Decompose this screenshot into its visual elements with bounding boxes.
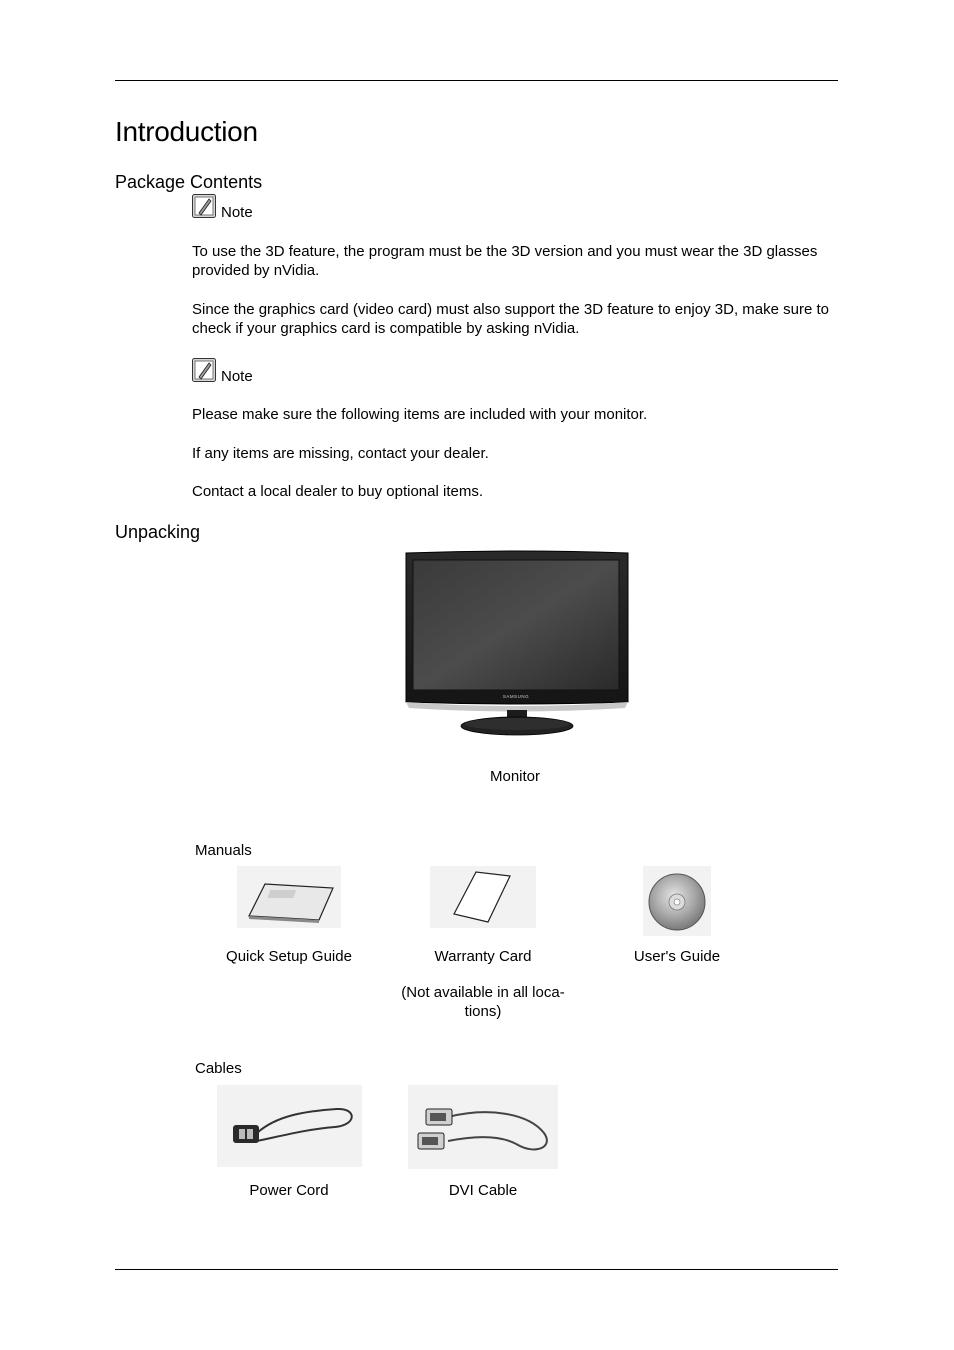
power-cord-image xyxy=(217,1085,362,1167)
item-caption-dvi-cable: DVI Cable xyxy=(448,1182,518,1199)
item-caption-monitor: Monitor xyxy=(489,768,541,785)
item-caption-users-guide: User's Guide xyxy=(633,948,721,965)
note-icon xyxy=(192,194,216,218)
note-label: Note xyxy=(221,368,253,385)
item-caption-power-cord: Power Cord xyxy=(249,1182,329,1199)
warranty-card-image xyxy=(430,866,536,928)
item-caption-warranty-card: Warranty Card xyxy=(434,948,532,965)
note-icon xyxy=(192,358,216,382)
monitor-brand-logo: SAMSUNG xyxy=(502,694,530,699)
note-paragraph: If any items are missing, contact your dealer. xyxy=(192,445,489,462)
note-label: Note xyxy=(221,204,253,221)
page-title: Introduction xyxy=(115,116,258,147)
item-caption-quick-setup-guide: Quick Setup Guide xyxy=(226,948,352,965)
note-paragraph: Contact a local dealer to buy optional items. xyxy=(192,483,483,500)
footer-rule xyxy=(115,1269,838,1270)
note-paragraph: Please make sure the following items are included with your monitor. xyxy=(192,406,648,423)
dvi-cable-image xyxy=(408,1085,558,1169)
item-note-warranty-card: (Not available in all loca- tions) xyxy=(401,984,565,1020)
subheading-cables: Cables xyxy=(195,1060,242,1077)
header-rule xyxy=(115,80,838,81)
quick-setup-guide-image xyxy=(237,866,341,928)
users-guide-cd-image xyxy=(643,866,711,936)
section-heading-unpacking: Unpacking xyxy=(115,522,201,542)
note-paragraph: Since the graphics card (video card) must also support the 3D feature to enjoy 3D, make sure to check if your graphics card is compatible by asking nVidia. xyxy=(192,301,829,337)
note-paragraph: To use the 3D feature, the program must be the 3D version and you must wear the 3D glasses provided by nVidia. xyxy=(192,243,818,279)
section-heading-package-contents: Package Contents xyxy=(115,172,263,192)
monitor-image xyxy=(403,550,631,738)
subheading-manuals: Manuals xyxy=(195,842,252,859)
